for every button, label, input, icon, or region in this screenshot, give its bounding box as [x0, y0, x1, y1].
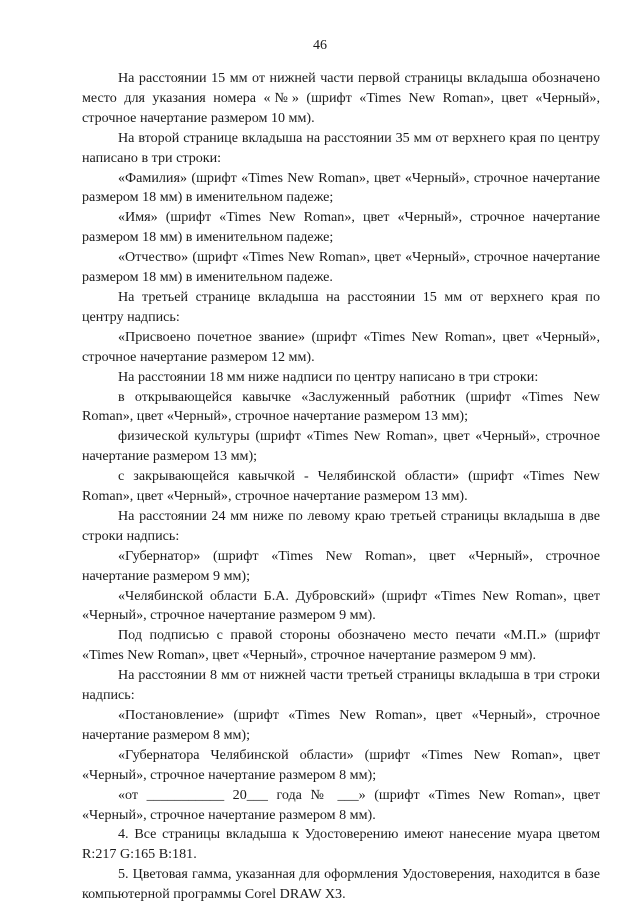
paragraph: «Присвоено почетное звание» (шрифт «Times New Roman», цвет «Черный», строчное начертание размером 12 мм). — [82, 328, 600, 365]
paragraph: «Отчество» (шрифт «Times New Roman», цвет «Черный», строчное начертание размером 18 мм) в именительном падеже. — [82, 249, 600, 286]
paragraph: На третьей странице вкладыша на расстоянии 15 мм от верхнего края по центру надпись: — [82, 288, 600, 325]
paragraph: физической культуры (шрифт «Times New Roman», цвет «Черный», строчное начертание размером 13 мм); — [82, 428, 600, 465]
paragraph: «Губернатор» (шрифт «Times New Roman», цвет «Черный», строчное начертание размером 9 мм); — [82, 547, 600, 584]
paragraph: с закрывающейся кавычкой - Челябинской области» (шрифт «Times New Roman», цвет «Черный», строчное начертание размером 13 мм). — [82, 468, 600, 505]
paragraph: На расстоянии 24 мм ниже по левому краю третьей страницы вкладыша в две строки надпись: — [82, 507, 600, 544]
paragraph: На второй странице вкладыша на расстоянии 35 мм от верхнего края по центру написано в три строки: — [82, 129, 600, 166]
paragraph: «Челябинской области Б.А. Дубровский» (шрифт «Times New Roman», цвет «Черный», строчное начертание размером 9 мм). — [82, 587, 600, 624]
page-number: 46 — [313, 38, 327, 53]
paragraph: На расстоянии 18 мм ниже надписи по центру написано в три строки: — [118, 368, 539, 385]
paragraph: «Постановление» (шрифт «Times New Roman», цвет «Черный», строчное начертание размером 8 мм); — [82, 707, 600, 743]
paragraph: 4. Все страницы вкладыша к Удостоверению имеют нанесение муара цветом R:217 G:165 B:181. — [82, 826, 600, 863]
paragraph: в открывающейся кавычке «Заслуженный работник (шрифт «Times New Roman», цвет «Черный», строчное начертание размером 13 мм); — [82, 388, 600, 425]
paragraph: «Губернатора Челябинской области» (шрифт «Times New Roman», цвет «Черный», строчное начертание размером 8 мм); — [82, 746, 600, 783]
paragraph: «Фамилия» (шрифт «Times New Roman», цвет «Черный», строчное начертание размером 18 мм) в именительном падеже; — [82, 169, 600, 206]
document-body — [82, 69, 600, 905]
paragraph: На расстоянии 8 мм от нижней части третьей страницы вкладыша в три строки надпись: — [82, 667, 600, 704]
paragraph: 5. Цветовая гамма, указанная для оформления Удостоверения, находится в базе компьютерной программы Corel DRAW X3. — [82, 866, 600, 903]
paragraph: Под подписью с правой стороны обозначено место печати «М.П.» (шрифт «Times New Roman», цвет «Черный», строчное начертание размером 9 мм). — [82, 627, 600, 664]
paragraph: «от ___________ 20___ года № ___» (шрифт «Times New Roman», цвет «Черный», строчное начертание размером 8 мм). — [82, 786, 600, 823]
paragraph: «Имя» (шрифт «Times New Roman», цвет «Черный», строчное начертание размером 18 мм) в именительном падеже; — [82, 209, 600, 246]
paragraph: На расстоянии 15 мм от нижней части первой страницы вкладыша обозначено место для указания номера «№» (шрифт «Times New Roman», цвет «Черный», строчное начертание размером 10 мм). — [82, 70, 600, 126]
